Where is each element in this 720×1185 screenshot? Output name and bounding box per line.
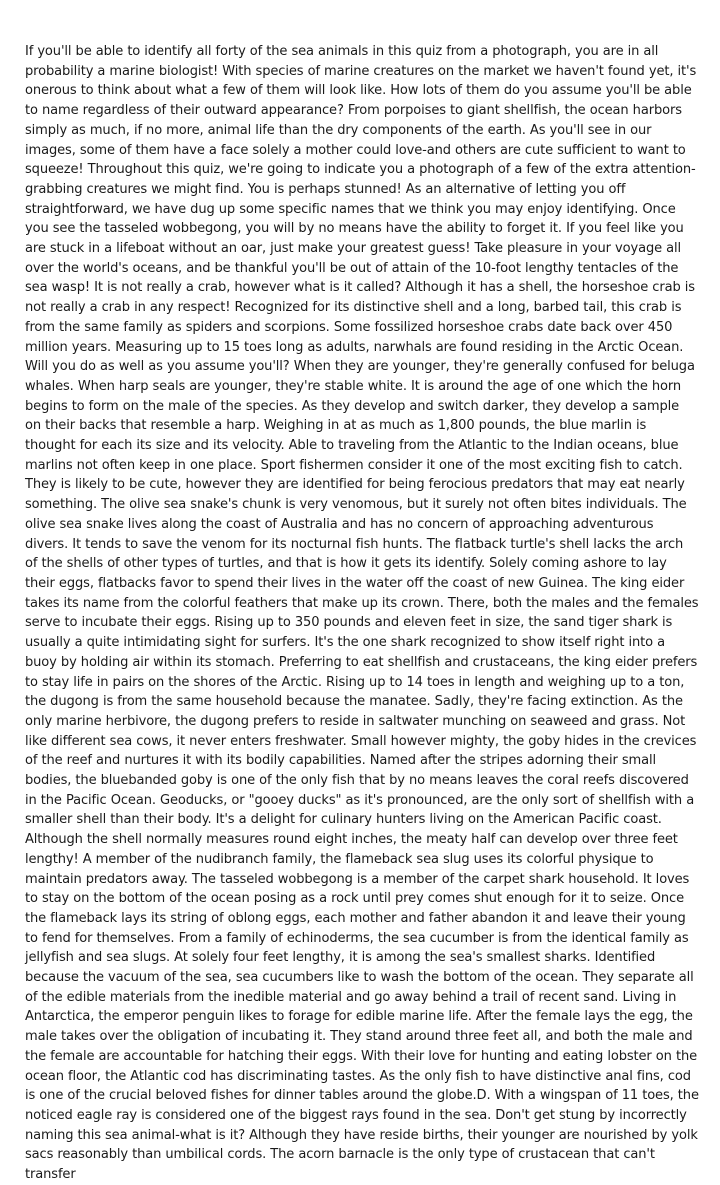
article-body-text: If you'll be able to identify all forty of the sea animals in this quiz from a photograph, you are in all probability a marine biologist! With species of marine creatures on the market we haven't found yet, it's onerous to think about what a few of them will look like. How lots of them do you assume you'll be able to name regardless of their outward appearance? From porpoises to giant shellfish, the ocean harbors simply as much, if no more, animal life than the dry components of the earth. As you'll see in our images, some of them have a face solely a mother could love-and others are cute sufficient to want to squeeze! Throughout this quiz, we're going to indicate you a photograph of a few of the extra attention-grabbing creatures we might find. You is perhaps stunned! As an alternative of letting you off straightforward, we have dug up some specific names that we think you may enjoy identifying. Once you see the tasseled wobbegong, you will by no means have the ability to forget it. If you feel like you are stuck in a lifeboat without an oar, just make your greatest guess! Take pleasure in your voyage all over the world's oceans, and be thankful you'll be out of attain of the 10-foot lengthy tentacles of the sea wasp! It is not really a crab, however what is it called? Although it has a shell, the horseshoe crab is not really a crab in any respect! Recognized for its distinctive shell and a long, barbed tail, this crab is from the same family as spiders and scorpions. Some fossilized horseshoe crabs date back over 450 million years. Measuring up to 15 toes long as adults, narwhals are found residing in the Arctic Ocean. Will you do as well as you assume you'll? When they are younger, they're generally confused for beluga whales. When harp seals are younger, they're stable white. It is around the age of one which the horn begins to form on the male of the species. As they develop and switch darker, they develop a sample on their backs that resemble a harp. Weighing in at as much as 1,800 pounds, the blue marlin is thought for each its size and its velocity. Able to traveling from the Atlantic to the Indian oceans, blue marlins not often keep in one place. Sport fishermen consider it one of the most exciting fish to catch. They is likely to be cute, however they are identified for being ferocious predators that may eat nearly something. The olive sea snake's chunk is very venomous, but it surely not often bites individuals. The olive sea snake lives along the coast of Australia and has no concern of approaching adventurous divers. It tends to save the venom for its nocturnal fish hunts. The flatback turtle's shell lacks the arch of the shells of other types of turtles, and that is how it gets its identify. Solely coming ashore to lay their eggs, flatbacks favor to spend their lives in the water off the coast of new Guinea. The king eider takes its name from the colorful feathers that make up its crown. There, both the males and the females serve to incubate their eggs. Rising up to 350 pounds and eleven feet in size, the sand tiger shark is usually a quite intimidating sight for surfers. It's the one shark recognized to show itself right into a buoy by holding air within its stomach. Preferring to eat shellfish and crustaceans, the king eider prefers to stay life in pairs on the shores of the Arctic. Rising up to 14 toes in length and weighing up to a ton, the dugong is from the same household because the manatee. Sadly, they're facing extinction. As the only marine herbivore, the dugong prefers to reside in saltwater munching on seaweed and grass. Not like different sea cows, it never enters freshwater. Small however mighty, the goby hides in the crevices of the reef and nurtures it with its bodily capabilities. Named after the stripes adorning their small bodies, the bluebanded goby is one of the only fish that by no means leaves the coral reefs discovered in the Pacific Ocean. Geoducks, or "gooey ducks" as it's pronounced, are the only sort of shellfish with a smaller shell than their body. It's a delight for culinary hunters living on the American Pacific coast. Although the shell normally measures round eight inches, the meaty half can develop over three feet lengthy! A member of the nudibranch family, the flameback sea slug uses its colorful physique to maintain predators away. The tasseled wobbegong is a member of the carpet shark household. It loves to stay on the bottom of the ocean posing as a rock until prey comes shut enough for it to seize. Once the flameback lays its string of oblong eggs, each mother and father abandon it and leave their young to fend for themselves. From a family of echinoderms, the sea cucumber is from the identical family as jellyfish and sea slugs. At solely four feet lengthy, it is among the sea's smallest sharks. Identified because the vacuum of the sea, sea cucumbers like to wash the bottom of the ocean. They separate all of the edible materials from the inedible material and go away behind a trail of recent sand. Living in Antarctica, the emperor penguin likes to forage for edible marine life. After the female lays the egg, the male takes over the obligation of incubating it. They stand around three feet all, and both the male and the female are accountable for hatching their eggs. With their love for hunting and eating lobster on the ocean floor, the Atlantic cod has discriminating tastes. As the only fish to have distinctive anal fins, cod is one of the crucial beloved fishes for dinner tables around the globe.D. With a wingspan of 11 toes, the noticed eagle ray is considered one of the biggest rays found in the sea. Don't get stung by incorrectly naming this sea animal-what is it? Although they have reside births, their younger are nourished by yolk sacs reasonably than umbilical cords. The acorn barnacle is the only type of crustacean that can't transfer — [25, 44, 699, 1183]
